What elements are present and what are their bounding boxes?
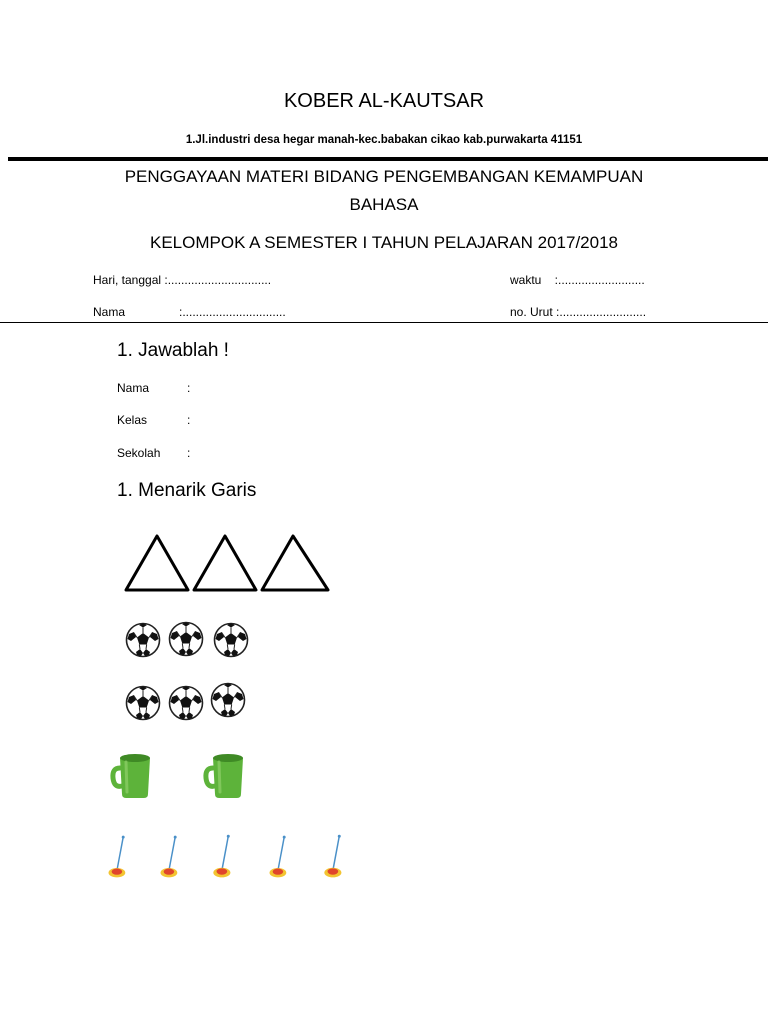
number-blank: .......................... — [559, 305, 647, 319]
name-field — [93, 305, 286, 319]
date-label: Hari, tanggal : — [93, 273, 168, 287]
document-title-line-1: PENGGAYAAN MATERI BIDANG PENGEMBANGAN KEMAMPUAN — [124, 167, 644, 186]
document-subtitle: KELOMPOK A SEMESTER I TAHUN PELAJARAN 2017/2018 — [149, 233, 618, 252]
header-divider-thin — [0, 322, 768, 323]
header-divider-thick — [8, 157, 768, 161]
time-blank: .......................... — [558, 273, 645, 287]
name-colon: : — [179, 305, 183, 319]
flower-icon — [321, 832, 349, 879]
flower-icon — [105, 835, 133, 879]
identity-row-school — [117, 446, 190, 460]
section-1-title: 1. Jawablah ! — [117, 340, 229, 361]
identity-label: Nama — [117, 381, 150, 395]
ball-row-1 — [125, 620, 257, 660]
soccer-ball-icon — [170, 687, 203, 720]
soccer-ball-icon — [127, 624, 160, 657]
flower-icon — [157, 835, 185, 879]
triangle-icon — [262, 536, 328, 590]
date-field — [93, 273, 271, 287]
identity-colon: : — [187, 381, 191, 395]
school-address: 1.Jl.industri desa hegar manah-kec.babakan cikao kab.purwakarta 41151 — [185, 134, 583, 146]
soccer-ball-icon — [127, 687, 160, 720]
soccer-ball-icon — [212, 684, 245, 717]
number-label: no. Urut : — [510, 305, 560, 319]
school-name: KOBER AL-KAUTSAR — [283, 90, 485, 112]
date-blank: ............................... — [167, 273, 272, 287]
ball-row-2 — [125, 681, 257, 723]
soccer-ball-icon — [215, 624, 248, 657]
name-label: Nama — [93, 305, 126, 319]
document-title-line-2: BAHASA — [349, 195, 419, 214]
identity-colon: : — [187, 413, 191, 427]
cup-icon — [107, 750, 157, 802]
flower-icon — [210, 832, 238, 879]
triangle-icon — [126, 536, 188, 590]
identity-colon: : — [187, 446, 191, 460]
flower-icon — [266, 835, 294, 879]
identity-label: Kelas — [117, 413, 148, 427]
identity-label: Sekolah — [117, 446, 161, 460]
section-2-title: 1. Menarik Garis — [117, 480, 257, 501]
triangle-icon — [194, 536, 256, 590]
name-blank: ............................... — [182, 305, 286, 319]
soccer-ball-icon — [170, 623, 203, 656]
number-field — [510, 305, 646, 319]
time-field — [510, 273, 645, 287]
identity-row-class — [117, 413, 190, 427]
time-label: waktu : — [510, 273, 559, 287]
cup-icon — [200, 750, 250, 802]
triangles-group — [120, 530, 336, 596]
identity-row-name — [117, 381, 190, 395]
